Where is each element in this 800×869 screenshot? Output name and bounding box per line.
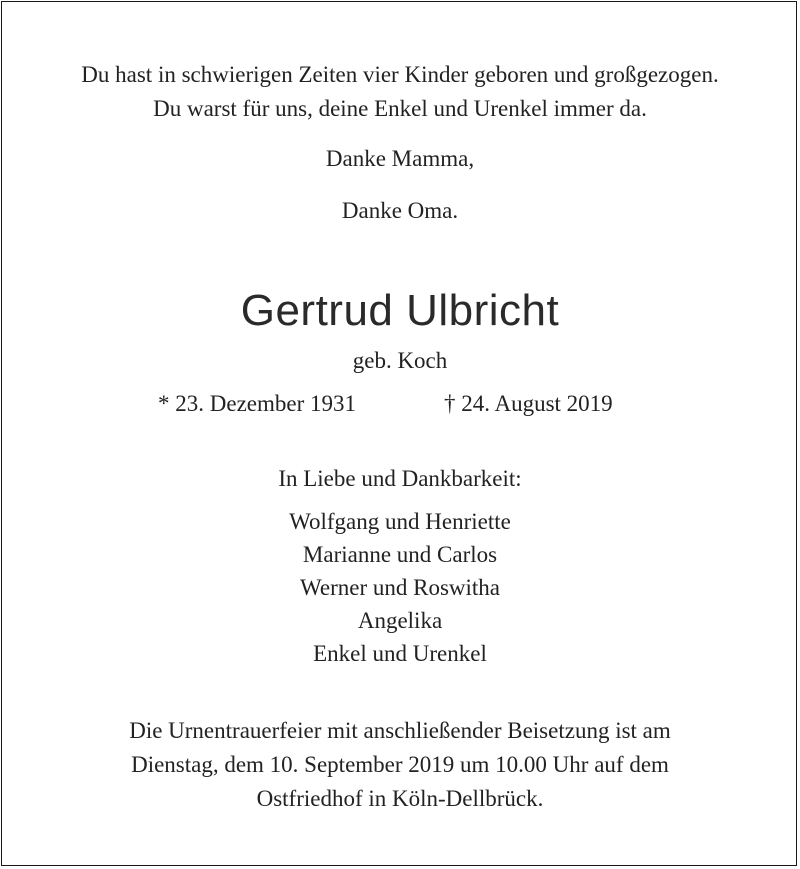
death-date: † 24. August 2019	[444, 391, 613, 416]
mourner-3: Werner und Roswitha	[300, 575, 500, 600]
thanks-oma: Danke Oma.	[341, 198, 459, 223]
thanks-mamma: Danke Mamma,	[325, 146, 475, 171]
mourner-4: Angelika	[357, 608, 443, 633]
intro-line-1: Du hast in schwierigen Zeiten vier Kinder geboren und großgezogen.	[81, 62, 719, 87]
mourner-1: Wolfgang und Henriette	[289, 509, 511, 534]
mourner-2: Marianne und Carlos	[302, 542, 498, 567]
funeral-line-2: Dienstag, dem 10. September 2019 um 10.00 Uhr auf dem	[131, 752, 669, 777]
mourner-5: Enkel und Urenkel	[313, 641, 487, 666]
funeral-line-1: Die Urnentrauerfeier mit anschließender Beisetzung ist am	[129, 718, 671, 743]
maiden-name: geb. Koch	[352, 348, 448, 373]
birth-date: * 23. Dezember 1931	[158, 391, 356, 416]
mourners-heading: In Liebe und Dankbarkeit:	[278, 466, 522, 491]
intro-line-2: Du warst für uns, deine Enkel und Urenkel immer da.	[153, 96, 647, 121]
deceased-name: Gertrud Ulbricht	[240, 286, 560, 335]
funeral-line-3: Ostfriedhof in Köln-Dellbrück.	[256, 786, 544, 811]
